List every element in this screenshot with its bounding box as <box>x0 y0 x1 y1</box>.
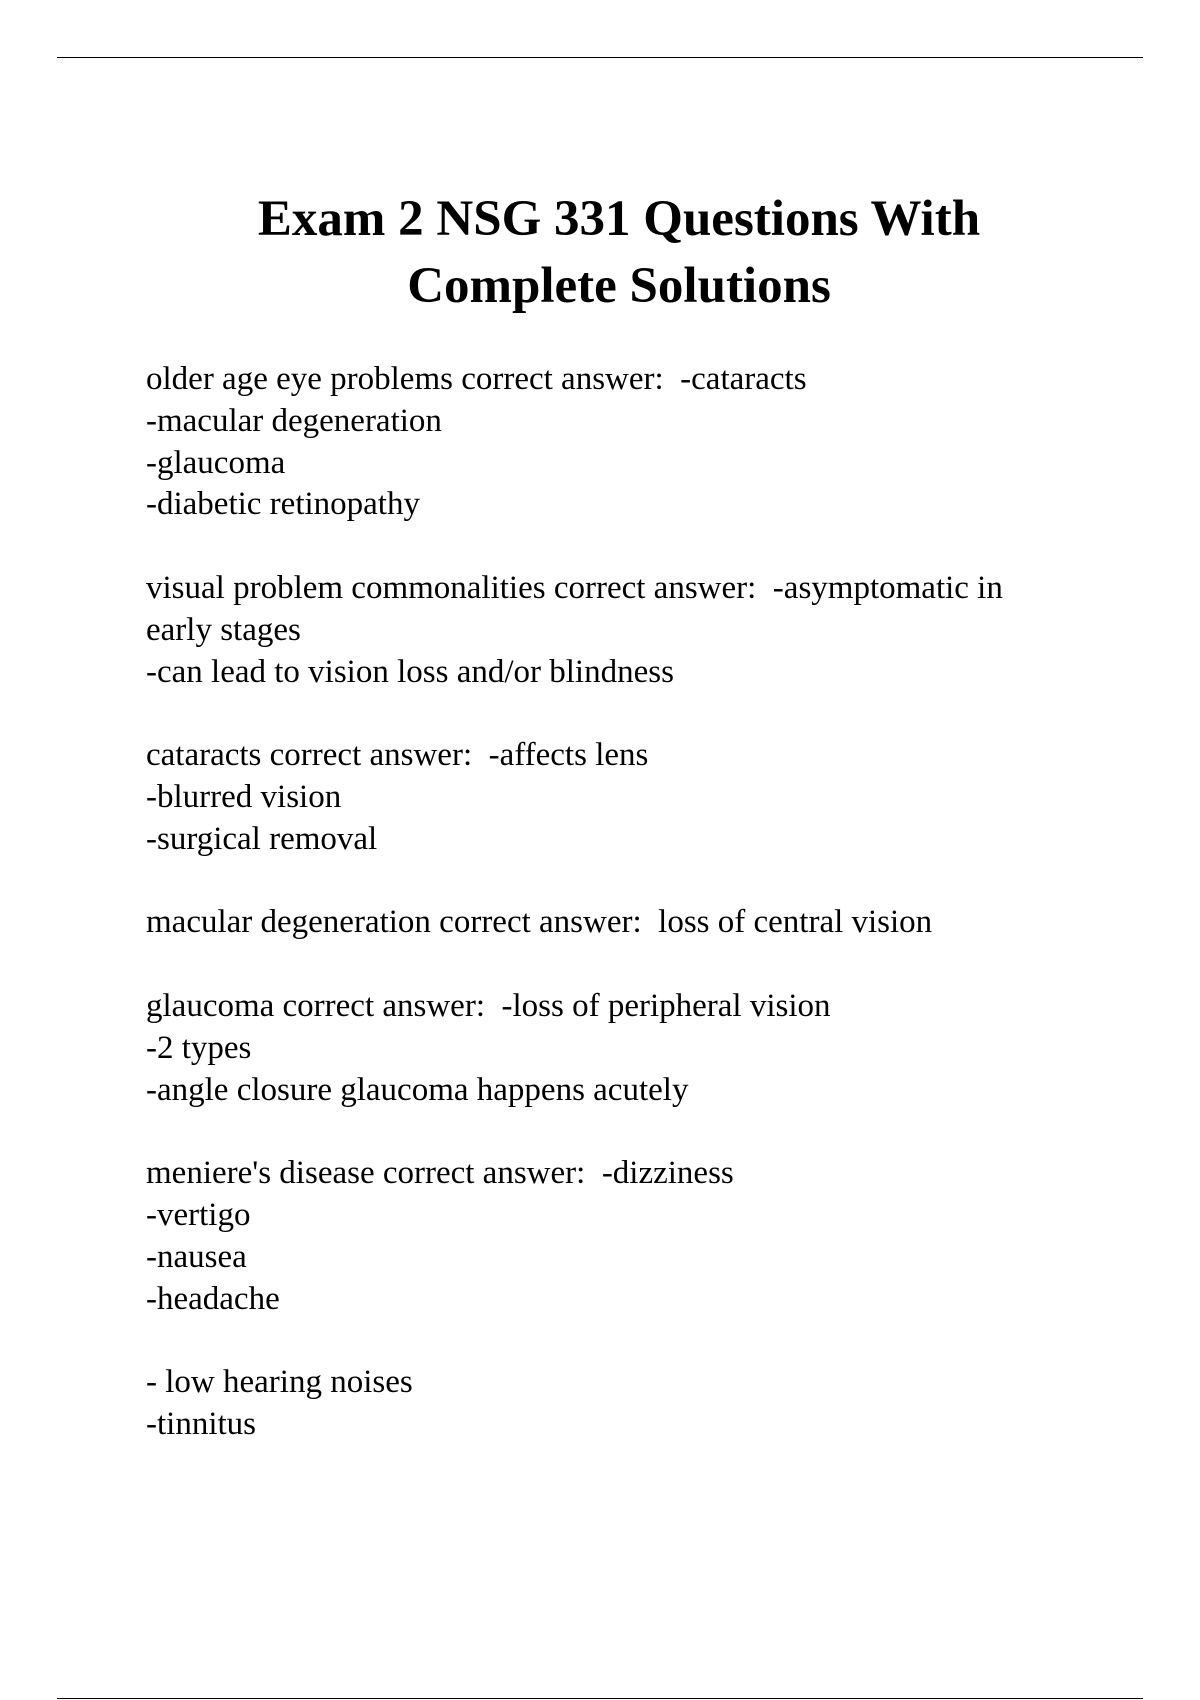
qa-block <box>146 902 1106 944</box>
qa-block <box>146 359 1106 526</box>
top-rule <box>57 57 1143 58</box>
qa-line: visual problem commonalities correct answer: -asymptomatic in <box>146 569 1003 606</box>
qa-line: -angle closure glaucoma happens acutely <box>146 1071 689 1108</box>
qa-line: -tinnitus <box>146 1405 257 1442</box>
qa-line: -can lead to vision loss and/or blindness <box>146 653 674 690</box>
title-line-2: Complete Solutions <box>407 258 831 314</box>
qa-block <box>146 1153 1106 1320</box>
qa-block <box>146 1362 1106 1446</box>
title-line-1: Exam 2 NSG 331 Questions With <box>257 191 981 247</box>
qa-line: older age eye problems correct answer: -cataracts <box>146 361 807 397</box>
qa-line: -nausea <box>146 1238 247 1275</box>
qa-line: early stages <box>146 611 301 648</box>
qa-line: -glaucoma <box>146 444 286 481</box>
qa-line: - low hearing noises <box>146 1364 413 1401</box>
qa-content <box>146 359 1106 1488</box>
qa-block <box>146 735 1106 860</box>
qa-line: -blurred vision <box>146 778 342 815</box>
qa-line: meniere's disease correct answer: -dizziness <box>146 1155 734 1192</box>
document-title <box>0 186 1200 320</box>
qa-line: cataracts correct answer: -affects lens <box>146 737 649 774</box>
qa-line: -diabetic retinopathy <box>146 486 420 523</box>
bottom-rule <box>57 1698 1143 1699</box>
qa-line: macular degeneration correct answer: loss of central vision <box>146 904 933 941</box>
qa-block <box>146 986 1106 1111</box>
qa-line: glaucoma correct answer: -loss of peripheral vision <box>146 987 831 1024</box>
qa-line: -macular degeneration <box>146 402 442 439</box>
qa-block <box>146 568 1106 693</box>
qa-line: -2 types <box>146 1029 252 1066</box>
qa-line: -vertigo <box>146 1196 251 1233</box>
qa-line: -headache <box>146 1280 280 1317</box>
qa-line: -surgical removal <box>146 820 378 857</box>
